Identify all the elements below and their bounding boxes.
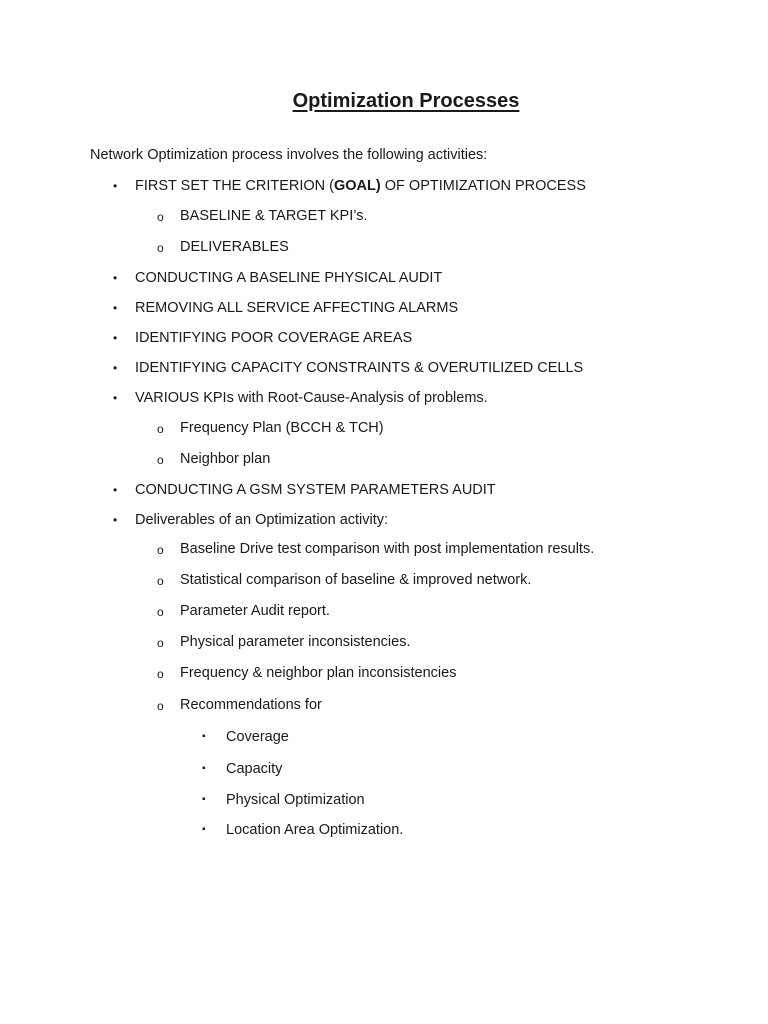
square-marker: ▪ bbox=[202, 763, 206, 774]
bullet-marker: • bbox=[113, 513, 118, 527]
bullet-marker: • bbox=[113, 361, 118, 375]
recommendation-text: Capacity bbox=[226, 761, 283, 777]
circle-marker: o bbox=[157, 574, 164, 588]
recommendation-text: Coverage bbox=[226, 729, 289, 745]
sub-item-text: Baseline Drive test comparison with post implementation results. bbox=[180, 541, 595, 557]
bullet-marker: • bbox=[113, 483, 118, 497]
goal-emphasis: GOAL) bbox=[334, 178, 381, 194]
square-marker: ▪ bbox=[202, 794, 206, 805]
list-item-text: CONDUCTING A BASELINE PHYSICAL AUDIT bbox=[135, 270, 443, 286]
sub-item-text: Recommendations for bbox=[180, 697, 322, 713]
sub-item-text: Parameter Audit report. bbox=[180, 603, 330, 619]
square-marker: ▪ bbox=[202, 824, 206, 835]
recommendation-text: Physical Optimization bbox=[226, 792, 365, 808]
list-item-text: IDENTIFYING POOR COVERAGE AREAS bbox=[135, 330, 413, 346]
sub-item-text: BASELINE & TARGET KPI’s. bbox=[180, 208, 368, 224]
sub-item-text: Neighbor plan bbox=[180, 451, 271, 467]
bullet-marker: • bbox=[113, 391, 118, 405]
circle-marker: o bbox=[157, 241, 164, 255]
square-marker: ▪ bbox=[202, 731, 206, 742]
circle-marker: o bbox=[157, 699, 164, 713]
circle-marker: o bbox=[157, 210, 164, 224]
sub-item-text: Frequency & neighbor plan inconsistencies bbox=[180, 665, 457, 681]
list-item-text: REMOVING ALL SERVICE AFFECTING ALARMS bbox=[135, 300, 459, 316]
bullet-marker: • bbox=[113, 179, 118, 193]
list-item-text: FIRST SET THE CRITERION (GOAL) OF OPTIMIZATION PROCESS bbox=[135, 178, 586, 194]
circle-marker: o bbox=[157, 453, 164, 467]
circle-marker: o bbox=[157, 605, 164, 619]
list-item-text: CONDUCTING A GSM SYSTEM PARAMETERS AUDIT bbox=[135, 482, 496, 498]
list-item-text: Deliverables of an Optimization activity: bbox=[135, 512, 389, 528]
recommendation-text: Location Area Optimization. bbox=[226, 822, 404, 838]
bullet-marker: • bbox=[113, 301, 118, 315]
bullet-marker: • bbox=[113, 331, 118, 345]
sub-item-text: DELIVERABLES bbox=[180, 239, 289, 255]
intro-text: Network Optimization process involves the following activities: bbox=[90, 147, 488, 163]
list-item-text: IDENTIFYING CAPACITY CONSTRAINTS & OVERUTILIZED CELLS bbox=[135, 360, 584, 376]
circle-marker: o bbox=[157, 667, 164, 681]
sub-item-text: Statistical comparison of baseline & improved network. bbox=[180, 572, 532, 588]
circle-marker: o bbox=[157, 636, 164, 650]
circle-marker: o bbox=[157, 543, 164, 557]
list-item-text: VARIOUS KPIs with Root-Cause-Analysis of problems. bbox=[135, 390, 488, 406]
circle-marker: o bbox=[157, 422, 164, 436]
sub-item-text: Physical parameter inconsistencies. bbox=[180, 634, 411, 650]
sub-item-text: Frequency Plan (BCCH & TCH) bbox=[180, 420, 384, 436]
page-title: Optimization Processes bbox=[292, 90, 520, 112]
bullet-marker: • bbox=[113, 271, 118, 285]
